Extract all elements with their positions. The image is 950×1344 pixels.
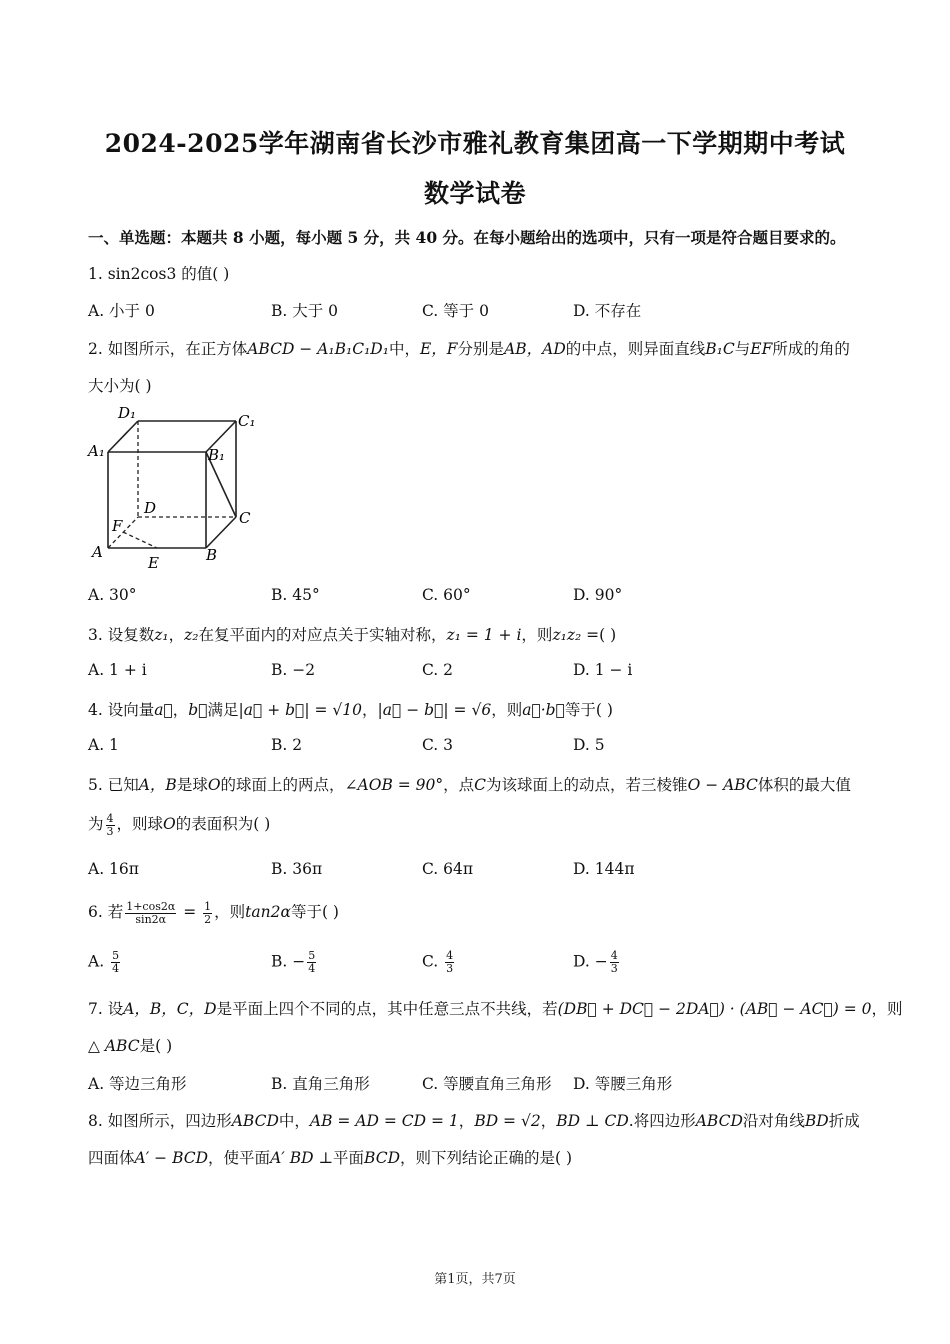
q4-option-d: D. 5 bbox=[573, 736, 605, 754]
q5-stem-line1 bbox=[88, 773, 851, 795]
q3-product: z₁z₂ bbox=[552, 626, 582, 644]
q8-text-2: 中， bbox=[278, 1112, 310, 1130]
q8-quad2: ABCD bbox=[695, 1112, 743, 1130]
q6-fraction bbox=[125, 901, 176, 926]
q6-b-prefix: B. − bbox=[271, 952, 306, 971]
q3-text-3: ，则 bbox=[521, 626, 553, 644]
q7-points: A，B，C，D bbox=[123, 1000, 217, 1018]
q8-text-9: ，使平面 bbox=[208, 1149, 271, 1167]
q8-text-6: 沿对角线 bbox=[742, 1112, 805, 1130]
q2-cube-name: ABCD − A₁B₁C₁D₁ bbox=[247, 340, 389, 358]
q2-stem-line2: 大小为( ) bbox=[88, 377, 152, 395]
q4-text-1: 4. 设向量 bbox=[88, 701, 155, 719]
q4-text-5: 等于( ) bbox=[564, 701, 613, 719]
q5-text-8: ，则球 bbox=[116, 815, 164, 833]
q3-text-1: 3. 设复数 bbox=[88, 626, 155, 644]
section-heading: 一、单选题：本题共 8 小题，每小题 5 分，共 40 分。在每小题给出的选项中，只有一项是符合题目要求的。 bbox=[88, 228, 846, 247]
q8-text-5: .将四边形 bbox=[628, 1112, 696, 1130]
q7-stem-line1 bbox=[88, 997, 903, 1019]
q6-c-frac bbox=[445, 950, 454, 975]
label-d: D bbox=[144, 499, 157, 517]
q3-z1: z₁ bbox=[154, 626, 169, 644]
q6-half-num: 1 bbox=[204, 899, 212, 913]
q6-c-prefix: C. bbox=[422, 952, 444, 971]
q5-text-2: 是球 bbox=[176, 776, 208, 794]
q6-option-b bbox=[271, 950, 318, 975]
q3-option-d: D. 1 − i bbox=[573, 661, 633, 679]
q2-text-6: 所成的角的 bbox=[772, 340, 850, 358]
q2-edges: AB，AD bbox=[504, 340, 566, 358]
q6-d-num: 4 bbox=[610, 949, 618, 962]
q5-frac-num: 4 bbox=[106, 811, 114, 825]
q2-stem-line1 bbox=[88, 337, 850, 359]
q5-option-d: D. 144π bbox=[573, 860, 635, 878]
q2-text-1: 2. 如图所示，在正方体 bbox=[88, 340, 248, 358]
label-e: E bbox=[148, 554, 159, 572]
page-number: 第1页，共7页 bbox=[434, 1272, 516, 1287]
q6-a-den: 4 bbox=[112, 962, 120, 975]
q5-frac-den: 3 bbox=[106, 824, 114, 838]
q6-stem bbox=[88, 900, 339, 926]
label-c: C bbox=[239, 509, 251, 527]
q5-o: O bbox=[207, 776, 221, 794]
q6-d-den: 3 bbox=[610, 962, 618, 975]
q7-triangle: △ ABC bbox=[88, 1037, 140, 1055]
q5-tetrahedron: O − ABC bbox=[687, 776, 758, 794]
q6-option-a bbox=[88, 950, 122, 975]
q8-text-3: ， bbox=[458, 1112, 475, 1130]
exam-subtitle: 数学试卷 bbox=[423, 179, 526, 208]
q6-tan: tan2α bbox=[245, 903, 291, 921]
q2-cube-figure bbox=[84, 400, 264, 580]
q4-option-a: A. 1 bbox=[88, 736, 119, 754]
q6-equals: = bbox=[178, 903, 202, 921]
q6-a-num: 5 bbox=[112, 949, 120, 962]
label-f: F bbox=[112, 517, 123, 535]
q3-option-a: A. 1 + i bbox=[88, 661, 147, 679]
q2-text-5: 与 bbox=[734, 340, 751, 358]
q6-frac-num: 1+cos2α bbox=[126, 899, 176, 913]
q6-a-prefix: A. bbox=[88, 952, 110, 971]
q6-b-frac bbox=[307, 950, 316, 975]
q8-quad: ABCD bbox=[231, 1112, 279, 1130]
q4-vector-a: a⃗ bbox=[154, 701, 173, 719]
q6-option-d bbox=[573, 950, 621, 975]
q6-frac-den: sin2α bbox=[135, 912, 167, 926]
q4-dot: a⃗·b⃗ bbox=[522, 701, 565, 719]
q4-text-4: ，则 bbox=[491, 701, 523, 719]
q4-eq1: |a⃗ + b⃗| = √10 bbox=[238, 701, 363, 719]
q7-text-2: 是平面上四个不同的点，其中任意三点不共线，若 bbox=[216, 1000, 558, 1018]
q7-option-d: D. 等腰三角形 bbox=[573, 1075, 673, 1093]
q5-option-b: B. 36π bbox=[271, 860, 323, 878]
q6-text-2: ，则 bbox=[214, 903, 246, 921]
q4-sep: ， bbox=[172, 701, 189, 719]
q6-option-c bbox=[422, 950, 456, 975]
q5-text-4: ，点 bbox=[443, 776, 475, 794]
q3-z2: z₂ bbox=[184, 626, 199, 644]
q8-bd: BD bbox=[804, 1112, 829, 1130]
q8-eq2: BD = √2 bbox=[474, 1112, 541, 1130]
q1-option-d: D. 不存在 bbox=[573, 302, 642, 320]
label-d1: D₁ bbox=[118, 404, 137, 422]
q6-d-prefix: D. − bbox=[573, 952, 608, 971]
q5-angle: ∠AOB = 90° bbox=[344, 776, 444, 794]
q4-eq2: |a⃗ − b⃗| = √6 bbox=[377, 701, 492, 719]
label-a1: A₁ bbox=[88, 442, 105, 460]
q5-o2: O bbox=[163, 815, 176, 833]
q6-c-num: 4 bbox=[446, 949, 454, 962]
q2-option-d: D. 90° bbox=[573, 586, 623, 604]
q7-option-a: A. 等边三角形 bbox=[88, 1075, 187, 1093]
q8-tetrahedron: A′ − BCD bbox=[134, 1149, 209, 1167]
q5-option-a: A. 16π bbox=[88, 860, 139, 878]
q2-option-c: C. 60° bbox=[422, 586, 471, 604]
q3-sep: ， bbox=[168, 626, 185, 644]
q5-option-c: C. 64π bbox=[422, 860, 474, 878]
q5-text-6: 体积的最大值 bbox=[757, 776, 851, 794]
q5-c: C bbox=[474, 776, 487, 794]
q7-expression: (DB⃗ + DC⃗ − 2DA⃗) · (AB⃗ − AC⃗) = 0 bbox=[557, 1000, 872, 1018]
q6-text-1: 6. 若 bbox=[88, 903, 124, 921]
q3-equation: z₁ = 1 + i bbox=[446, 626, 522, 644]
q4-text-3: ， bbox=[362, 701, 378, 719]
q8-text-1: 8. 如图所示，四边形 bbox=[88, 1112, 232, 1130]
q3-option-c: C. 2 bbox=[422, 661, 454, 679]
q7-text-3: ，则 bbox=[871, 1000, 903, 1018]
q8-text-4: ， bbox=[540, 1112, 557, 1130]
q4-option-c: C. 3 bbox=[422, 736, 454, 754]
q2-line-ef: EF bbox=[750, 340, 773, 358]
q8-stem-line2 bbox=[88, 1146, 572, 1168]
q6-b-num: 5 bbox=[308, 949, 316, 962]
q2-line-b1c: B₁C bbox=[705, 340, 735, 358]
q4-stem bbox=[88, 698, 613, 720]
q7-option-b: B. 直角三角形 bbox=[271, 1075, 370, 1093]
q7-option-c: C. 等腰直角三角形 bbox=[422, 1075, 552, 1093]
q8-text-7: 折成 bbox=[828, 1112, 860, 1130]
q4-vector-b: b⃗ bbox=[188, 701, 208, 719]
q6-half-den: 2 bbox=[204, 912, 212, 926]
q3-text-2: 在复平面内的对应点关于实轴对称， bbox=[198, 626, 447, 644]
label-b1: B₁ bbox=[208, 446, 226, 464]
q5-fraction bbox=[106, 813, 115, 838]
q5-text-9: 的表面积为( ) bbox=[175, 815, 271, 833]
q6-b-den: 4 bbox=[308, 962, 316, 975]
q8-eq1: AB = AD = CD = 1 bbox=[309, 1112, 459, 1130]
exam-title: 2024-2025学年湖南省长沙市雅礼教育集团高一下学期期中考试 bbox=[104, 129, 846, 158]
q3-text-4: =( ) bbox=[581, 626, 617, 644]
q3-stem bbox=[88, 623, 616, 645]
q8-bcd: BCD bbox=[364, 1149, 401, 1167]
q2-text-3: 分别是 bbox=[457, 340, 505, 358]
q4-option-b: B. 2 bbox=[271, 736, 303, 754]
q5-text-3: 的球面上的两点， bbox=[220, 776, 345, 794]
q1-option-c: C. 等于 0 bbox=[422, 302, 489, 320]
q6-d-frac bbox=[610, 950, 619, 975]
q3-option-b: B. −2 bbox=[271, 661, 316, 679]
q6-c-den: 3 bbox=[446, 962, 454, 975]
q2-text-4: 的中点，则异面直线 bbox=[565, 340, 706, 358]
q8-text-11: ，则下列结论正确的是( ) bbox=[400, 1149, 573, 1167]
q7-text-1: 7. 设 bbox=[88, 1000, 124, 1018]
q4-text-2: 满足 bbox=[207, 701, 239, 719]
q8-text-10: ⊥平面 bbox=[313, 1149, 365, 1167]
q5-text-1: 5. 已知 bbox=[88, 776, 139, 794]
q5-stem-line2 bbox=[88, 812, 270, 838]
q7-stem-line2 bbox=[88, 1034, 172, 1056]
q2-option-b: B. 45° bbox=[271, 586, 320, 604]
label-b: B bbox=[206, 546, 218, 564]
q2-option-a: A. 30° bbox=[88, 586, 137, 604]
q8-stem-line1 bbox=[88, 1109, 860, 1131]
q1-stem: 1. sin2cos3 的值( ) bbox=[88, 265, 230, 283]
q8-plane: A′ BD bbox=[270, 1149, 314, 1167]
q6-text-3: 等于( ) bbox=[290, 903, 339, 921]
q7-text-4: 是( ) bbox=[139, 1037, 173, 1055]
q1-option-b: B. 大于 0 bbox=[271, 302, 339, 320]
q2-points-ef: E，F bbox=[419, 340, 458, 358]
q8-text-8: 四面体 bbox=[88, 1149, 135, 1167]
q5-text-5: 为该球面上的动点，若三棱锥 bbox=[486, 776, 688, 794]
q5-text-7: 为 bbox=[88, 815, 104, 833]
q6-half bbox=[203, 901, 212, 926]
q5-points-ab: A，B bbox=[138, 776, 177, 794]
label-a: A bbox=[92, 543, 103, 561]
label-c1: C₁ bbox=[238, 412, 256, 430]
q1-option-a: A. 小于 0 bbox=[88, 302, 155, 320]
q8-eq3: BD ⊥ CD bbox=[556, 1112, 629, 1130]
q2-text-2: 中， bbox=[388, 340, 420, 358]
q6-a-frac bbox=[111, 950, 120, 975]
